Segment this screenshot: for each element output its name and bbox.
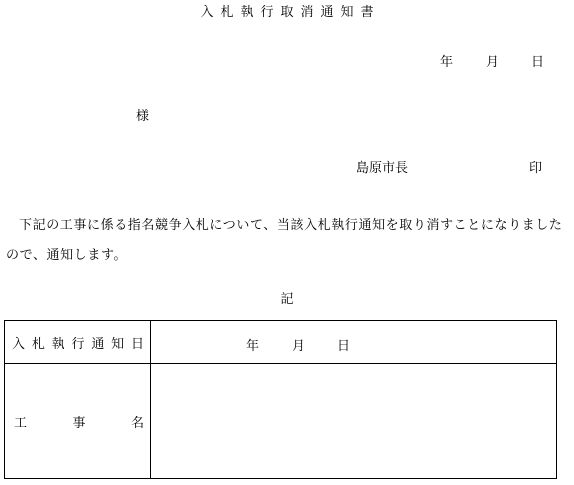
issue-date-day-label: 日 (531, 55, 545, 70)
notice-date-label-cell (5, 321, 151, 364)
issue-date-year-label: 年 (440, 55, 454, 70)
table-row (5, 364, 557, 479)
label-char: 入 (12, 336, 26, 352)
notice-date-month-label: 月 (292, 339, 306, 354)
detail-table (4, 320, 557, 479)
label-char: 札 (31, 336, 45, 352)
project-name-label-cell (5, 364, 151, 479)
sender-name: 島原市長 (356, 161, 409, 176)
recipient-honorific: 様 (136, 109, 150, 124)
project-name-label (5, 412, 150, 431)
label-char: 行 (71, 336, 85, 352)
label-char: 執 (51, 336, 65, 352)
notice-date-day-label: 日 (337, 339, 351, 354)
table-row (5, 321, 557, 364)
seal-mark: 印 (529, 161, 543, 176)
notice-date-label (5, 333, 150, 352)
project-name-value-cell (151, 364, 557, 479)
ki-heading: 記 (280, 292, 294, 307)
label-char: 通 (91, 336, 105, 352)
document-title: 入札執行取消通知書 (200, 5, 381, 20)
notice-date-value (151, 321, 556, 363)
body-paragraph: 下記の工事に係る指名競争入札について、当該入札執行通知を取り消すことになりましたので、通知します。 (6, 218, 563, 263)
label-char: 名 (130, 415, 144, 431)
label-char: 日 (130, 336, 144, 352)
label-char: 事 (72, 415, 86, 431)
issue-date-month-label: 月 (486, 55, 500, 70)
notice-date-value-cell (151, 321, 557, 364)
label-char: 知 (111, 336, 125, 352)
label-char: 工 (14, 415, 28, 431)
notice-date-year-label: 年 (246, 339, 260, 354)
